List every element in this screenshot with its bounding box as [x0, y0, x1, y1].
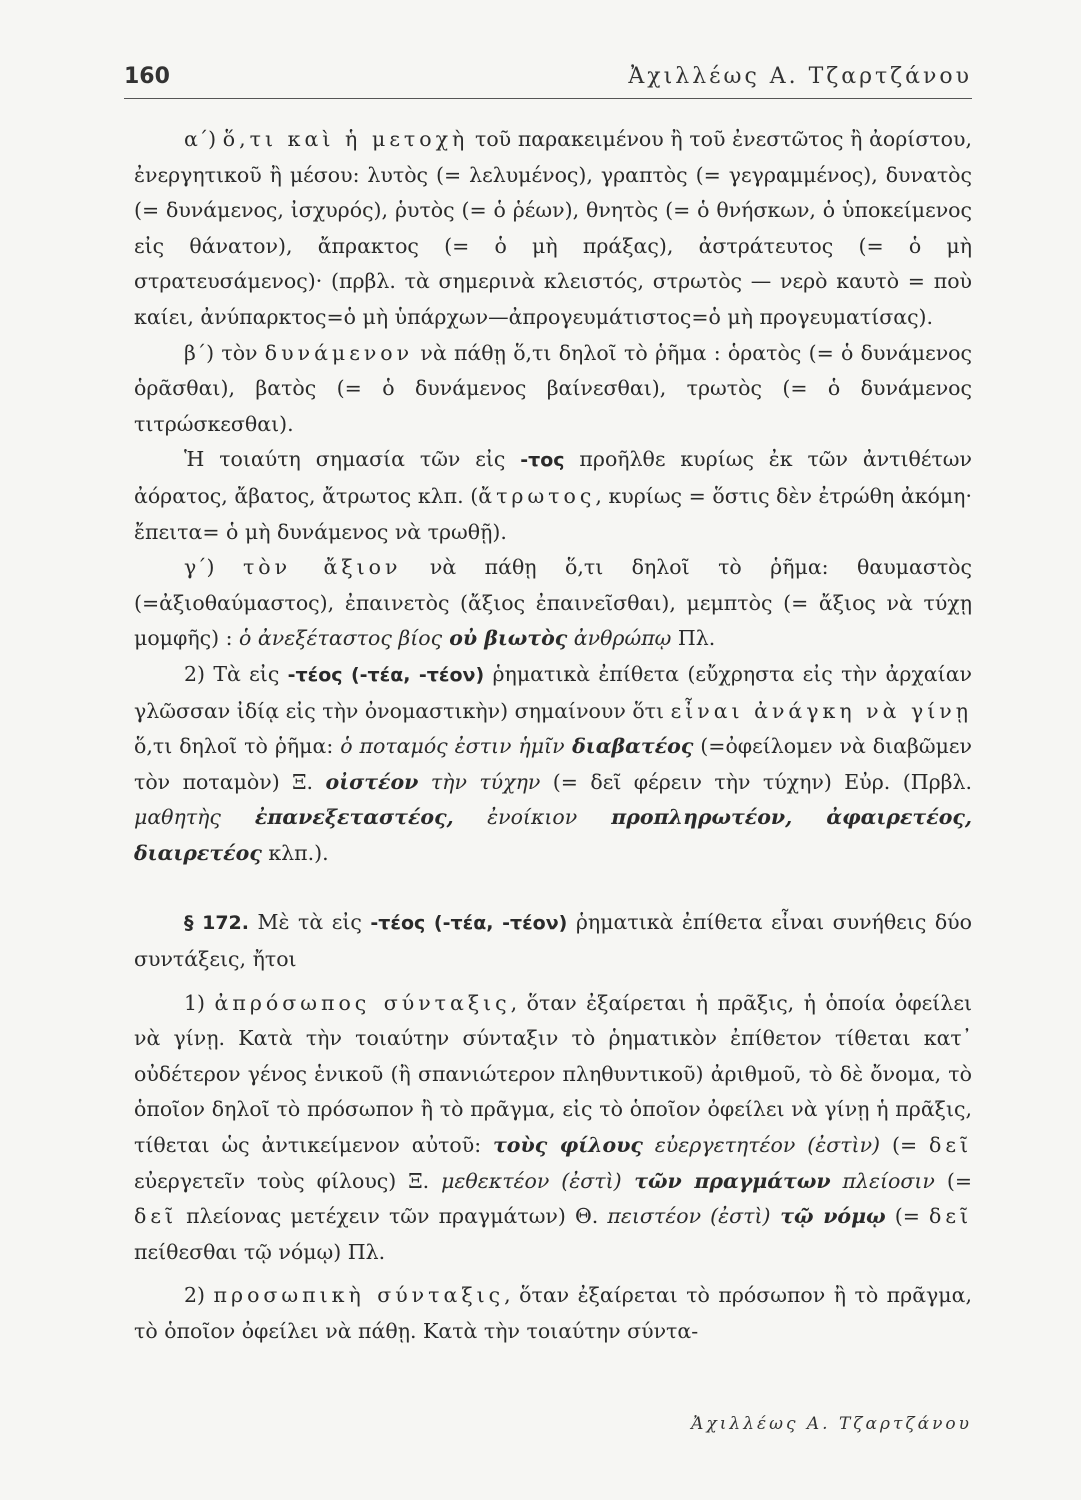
page-header: [124, 62, 972, 99]
paragraph-personal-syntax: 2) προσωπικὴ σύνταξις, ὅταν ἐξαίρεται τὸ πρόσωπον ἢ τὸ πρᾶγμα, τὸ ὁποῖον ὀφείλει νὰ πάθῃ. Κατὰ τὴν τοιαύτην σύντα-: [134, 1283, 972, 1343]
paragraph-teos-adjectives: 2) Τὰ εἰς -τέος (-τέα, -τέον) ῥηματικὰ ἐπίθετα (εὔχρηστα εἰς τὴν ἀρχαίαν γλῶσσαν ἰδίᾳ εἰς τὴν ὀνομαστικὴν) σημαίνουν ὅτι εἶναι ἀνάγκη νὰ γίνῃ ὅ,τι δηλοῖ τὸ ῥῆμα: ὁ ποταμός ἐστιν ἡμῖν διαβατέος (=ὀφείλομεν νὰ διαβῶμεν τὸν ποταμὸν) Ξ. οἰστέον τὴν τύχην (= δεῖ φέρειν τὴν τύχην) Εὐρ. (Πρβλ. μαθητὴς ἐπανεξεταστέος, ἐνοίκιον προπληρωτέον, ἀφαιρετέος, διαιρετέος κλπ.).: [134, 661, 972, 865]
paragraph-origin: Ἡ τοιαύτη σημασία τῶν εἰς -τος προῆλθε κυρίως ἐκ τῶν ἀντιθέτων ἀόρατος, ἄβατος, ἄτρωτος κλπ. (ἄτρωτος, κυρίως = ὅστις δὲν ἐτρώθη ἀκόμη· ἔπειτα= ὁ μὴ δυνάμενος νὰ τρωθῇ).: [134, 447, 972, 544]
section-172: § 172. Μὲ τὰ εἰς -τέος (-τέα, -τέον) ῥηματικὰ ἐπίθετα εἶναι συνήθεις δύο συντάξεις, ἤτοι: [134, 910, 972, 972]
paragraph-participle: α΄) ὅ,τι καὶ ἡ μετοχὴ τοῦ παρακειμένου ἢ τοῦ ἐνεστῶτος ἢ ἀορίστου, ἐνεργητικοῦ ἢ μέσου: λυτὸς (= λελυμένος), γραπτὸς (= γεγραμμένος), δυνατὸς (= δυνάμενος, ἰσχυρός), ῥυτὸς (= ὁ ῥέων), θνητὸς (= ὁ θνήσκων, ὁ ὑποκείμενος εἰς θάνατον), ἄπρακτος (= ὁ μὴ πράξας), ἀστράτευτος (= ὁ μὴ στρατευσάμενος)· (πρβλ. τὰ σημερινὰ κλειστός, στρωτὸς — νερὸ καυτὸ = ποὺ καίει, ἀνύπαρκτος=ὁ μὴ ὑπάρχων—ἀπρογευμάτιστος=ὁ μὴ προγευματίσας).: [134, 127, 973, 329]
running-head: Ἀχιλλέως Α. Τζαρτζάνου: [628, 64, 972, 89]
paragraph-potential: β΄) τὸν δυνάμενον νὰ πάθῃ ὅ,τι δηλοῖ τὸ ῥῆμα : ὁρατὸς (= ὁ δυνάμενος ὁρᾶσθαι), βατὸς (= ὁ δυνάμενος βαίνεσθαι), τρωτὸς (= ὁ δυνάμενος τιτρώσκεσθαι).: [134, 340, 972, 436]
page-number: 160: [124, 64, 170, 89]
paragraph-impersonal-syntax: 1) ἀπρόσωπος σύνταξις, ὅταν ἐξαίρεται ἡ πρᾶξις, ἡ ὁποία ὀφείλει νὰ γίνῃ. Κατὰ τὴν τοιαύτην σύνταξιν τὸ ῥηματικὸν ἐπίθετον τίθεται κατ᾽ οὐδέτερον γένος ἑνικοῦ (ἢ σπανιώτερον πληθυντικοῦ) ἀριθμοῦ, τὸ δὲ ὄνομα, τὸ ὁποῖον δηλοῖ τὸ πρόσωπον ἢ τὸ πρᾶγμα, εἰς τὸ ὁποῖον ὀφείλει νὰ γίνῃ ἡ πρᾶξις, τίθεται ὡς ἀντικείμενον αὐτοῦ: τοὺς φίλους εὐεργετητέον (ἐστὶν) (= δεῖ εὐεργετεῖν τοὺς φίλους) Ξ. μεθεκτέον (ἐστὶ) τῶν πραγμάτων πλείοσιν (= δεῖ πλείονας μετέχειν τῶν πραγμάτων) Θ. πειστέον (ἐστὶ) τῷ νόμῳ (= δεῖ πείθεσθαι τῷ νόμῳ) Πλ.: [134, 990, 973, 1264]
page-footer: Ἀχιλλέως Α. Τζαρτζάνου: [691, 1414, 972, 1434]
page-body: [134, 122, 972, 1350]
paragraph-worthy: γ΄) τὸν ἄξιον νὰ πάθῃ ὅ,τι δηλοῖ τὸ ῥῆμα: θαυμαστὸς (=ἀξιοθαύμαστος), ἐπαινετὸς (ἄξιος ἐπαινεῖσθαι), μεμπτὸς (= ἄξιος νὰ τύχῃ μομφῆς) : ὁ ἀνεξέταστος βίος οὐ βιωτὸς ἀνθρώπῳ Πλ.: [134, 555, 972, 651]
